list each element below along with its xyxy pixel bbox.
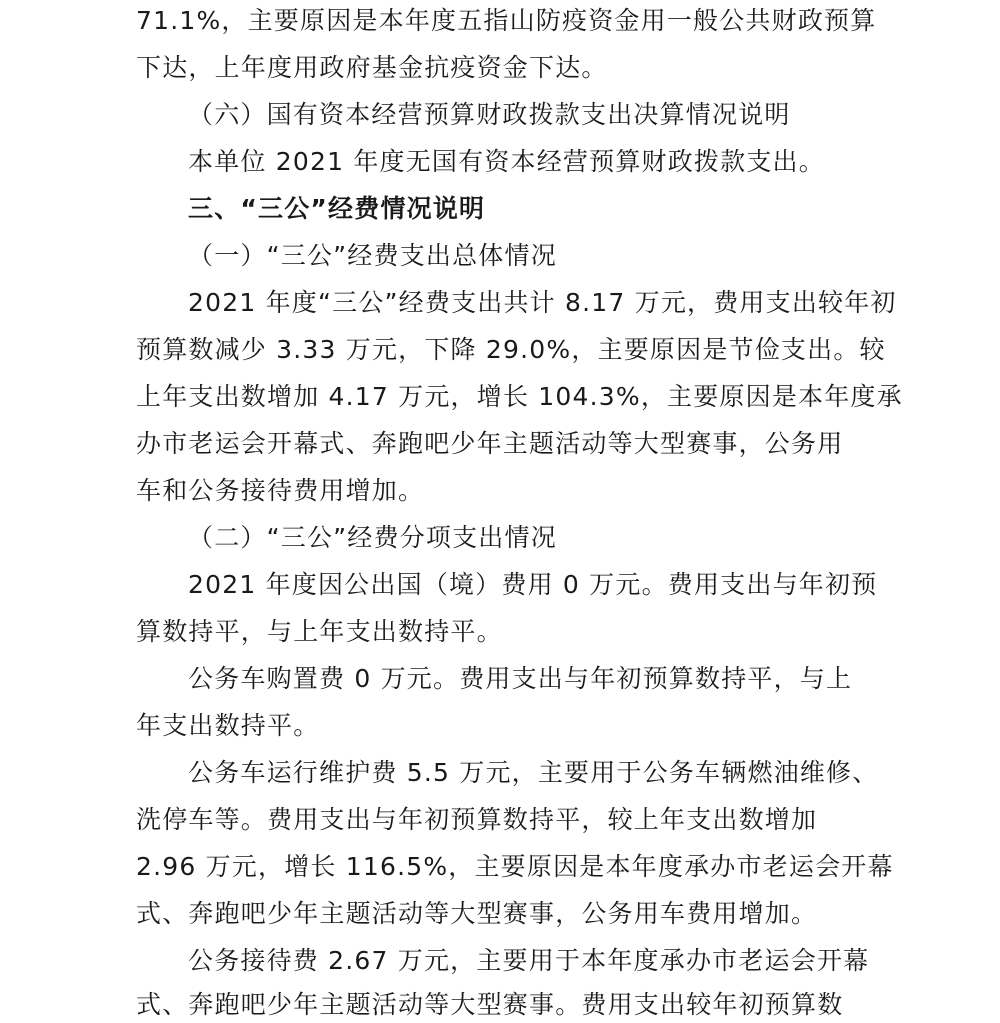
body-text-line: 下达，上年度用政府基金抗疫资金下达。 xyxy=(136,53,608,82)
body-text-line: 预算数减少 3.33 万元，下降 29.0%，主要原因是节俭支出。较 xyxy=(136,335,886,364)
body-text-line: 2021 年度因公出国（境）费用 0 万元。费用支出与年初预 xyxy=(188,570,878,599)
chapter-heading: 三、“三公”经费情况说明 xyxy=(188,194,486,223)
body-text-line: 71.1%，主要原因是本年度五指山防疫资金用一般公共财政预算 xyxy=(136,6,877,35)
body-text-line: 本单位 2021 年度无国有资本经营预算财政拨款支出。 xyxy=(188,147,825,176)
body-text-line: 2.96 万元，增长 116.5%，主要原因是本年度承办市老运会开幕 xyxy=(136,852,894,881)
body-text-line: 算数持平，与上年支出数持平。 xyxy=(136,617,503,646)
body-text-line: 公务车运行维护费 5.5 万元，主要用于公务车辆燃油维修、 xyxy=(188,758,879,787)
body-text-line: 洗停车等。费用支出与年初预算数持平，较上年支出数增加 xyxy=(136,805,818,834)
body-text-line: 公务接待费 2.67 万元，主要用于本年度承办市老运会开幕 xyxy=(188,946,870,975)
body-text-line: 车和公务接待费用增加。 xyxy=(136,476,425,505)
section-heading: （二）“三公”经费分项支出情况 xyxy=(188,523,557,552)
body-text-line: 公务车购置费 0 万元。费用支出与年初预算数持平，与上 xyxy=(188,664,853,693)
body-text-line: 式、奔跑吧少年主题活动等大型赛事。费用支出较年初预算数 xyxy=(136,990,844,1019)
body-text-line: 式、奔跑吧少年主题活动等大型赛事，公务用车费用增加。 xyxy=(136,899,818,928)
section-heading: （一）“三公”经费支出总体情况 xyxy=(188,241,557,270)
body-text-line: 上年支出数增加 4.17 万元，增长 104.3%，主要原因是本年度承 xyxy=(136,382,903,411)
body-text-line: 2021 年度“三公”经费支出共计 8.17 万元，费用支出较年初 xyxy=(188,288,897,317)
body-text-line: 办市老运会开幕式、奔跑吧少年主题活动等大型赛事，公务用 xyxy=(136,429,844,458)
body-text-line: 年支出数持平。 xyxy=(136,711,320,740)
section-heading: （六）国有资本经营预算财政拨款支出决算情况说明 xyxy=(188,100,791,129)
